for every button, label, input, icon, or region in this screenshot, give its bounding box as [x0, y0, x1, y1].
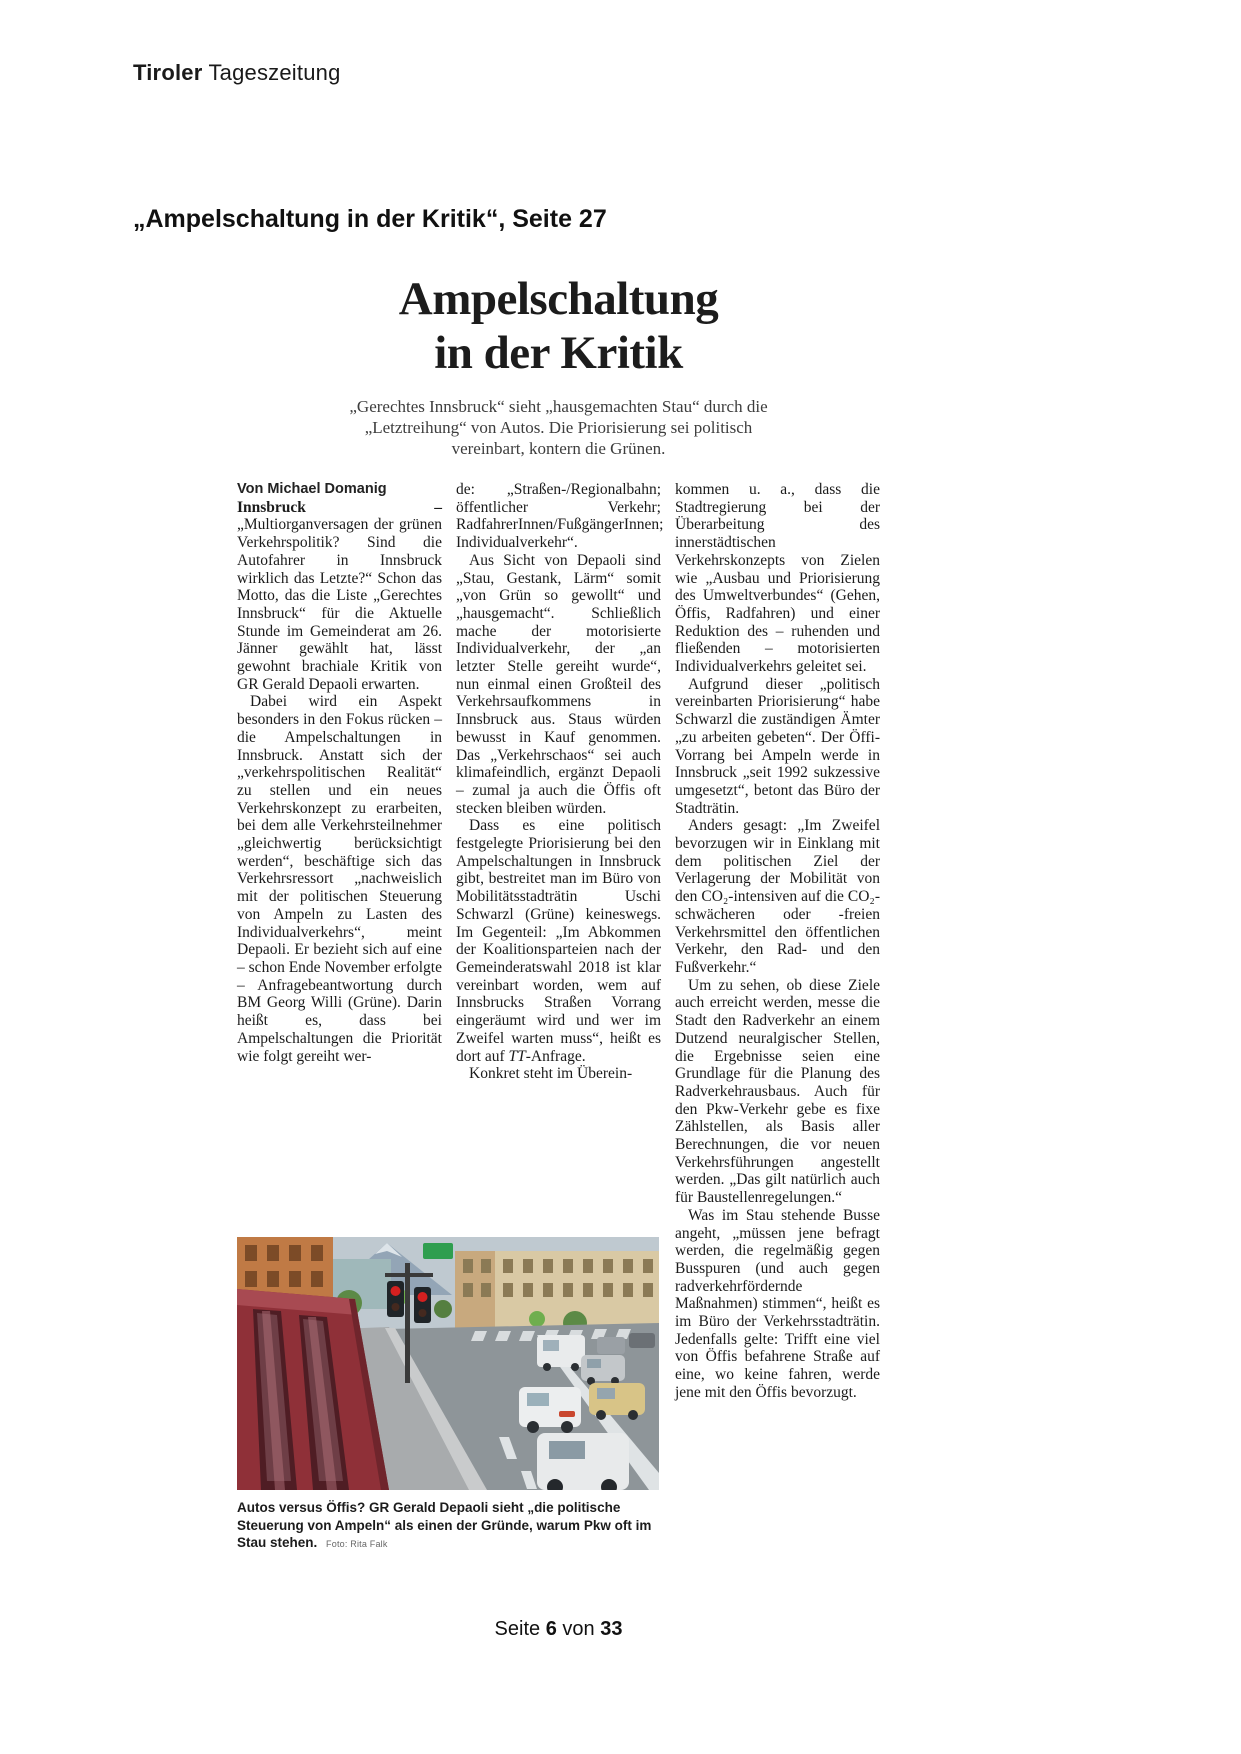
article-paragraph: de: „Straßen-/Regionalbahn; öffentlicher Verkehr; RadfahrerInnen/FußgängerInnen; Individualverkehr“. — [456, 481, 664, 552]
article-paragraph: Dabei wird ein Aspekt besonders in den Fokus rücken – die Ampelschaltungen in Innsbruck. Anstatt sich der „verkehrspolitischen Realität“ zu stellen und ein neues Verkehrskonzept zu erarbeiten, bei dem alle Verkehrsteilnehmer „gleichwertig berücksichtigt werden“, beschäftige sich das Verkehrsressort „nachweislich mit der politischen Steuerung von Ampeln zu Lasten des Individualverkehrs“, meint Depaoli. Er bezieht sich auf eine – schon Ende November erfolgte – Anfragebeantwortung durch BM Georg Willi (Grüne). Darin heißt es, dass bei Ampelschaltungen die Priorität wie folgt gereiht wer- — [237, 693, 442, 1065]
article-paragraph: kommen u. a., dass die Stadtregierung bei der Überarbeitung des innerstädtischen Verkehrskonzepts von Zielen wie „Ausbau und Priorisierung des Umweltverbundes“ (Gehen, Öffis, Radfahren) und einer Reduktion des – ruhenden und fließenden – motorisierten Individualverkehrs geleitet sei. — [675, 481, 880, 676]
article-paragraph: Aufgrund dieser „politisch vereinbarten Priorisierung“ habe Schwarzl die zuständigen Ämter „zu arbeiten gebeten“. Der Öffi-Vorrang bei Ampeln werde in Innsbruck „seit 1992 sukzessive umgesetzt“, betont das Büro der Stadträtin. — [675, 675, 880, 817]
page-number-total: 33 — [600, 1618, 623, 1640]
page-number-of: von — [562, 1618, 595, 1640]
car-white-front — [519, 1387, 581, 1433]
article-paragraph — [237, 499, 442, 694]
masthead-brand-rest: Tageszeitung — [208, 60, 341, 85]
van-white — [537, 1335, 585, 1371]
photo-caption — [237, 1499, 663, 1554]
page-number — [237, 1618, 880, 1641]
page-number-label: Seite — [494, 1618, 541, 1640]
article-paragraph: Konkret steht im Überein- — [469, 1065, 633, 1083]
article — [237, 272, 880, 1402]
byline: Von Michael Domanig — [237, 481, 387, 497]
article-paragraph: Anders gesagt: „Im Zweifel bevorzugen wir in Einklang mit dem politischen Ziel der Verlagerung der Mobilität von den CO₂-intensiven auf die CO₂-schwächeren oder -freien Verkehrsmittel den öffentlichen Verkehr, den Rad- und den Fußverkehr.“ — [675, 817, 880, 976]
car-white-big — [537, 1433, 629, 1490]
car-silver — [581, 1355, 625, 1385]
paragraph-text: -Anfrage. — [525, 1047, 586, 1065]
article-paragraph: Was im Stau stehende Busse angeht, „müssen jene befragt werden, die regelmäßig gegen Busspuren (und auch gegen radverkehrfördernde Maßnahmen) stimmen“, heißt es im Büro der Verkehrsstadträtin. Jedenfalls gelte: Trifft eine viel von Öffis befahrene Straße auf eine, wo keine fahren, werde jene mit den Öffis bevorzugt. — [675, 1206, 880, 1401]
teaser-line: „Ampelschaltung in der Kritik“, Seite 27 — [133, 205, 607, 233]
article-paragraph: Um zu sehen, ob diese Ziele auch erreicht werden, messe die Stadt den Radverkehr an einem Dutzend neuralgischer Stellen, die Ergebnisse seien eine Grundlage für die Planung des Radverkehrausbaus. Auch für den Pkw-Verkehr gebe es fixe Zählstellen, als Basis aller Berechnungen, die vor neuen Verkehrsführungen angestellt werden. „Das gilt natürlich auch für Baustellenregelungen.“ — [675, 976, 880, 1207]
masthead — [133, 60, 341, 86]
article-headline — [237, 272, 880, 380]
tt-abbreviation: TT — [508, 1047, 526, 1065]
paragraph-text: „Multiorganversagen der grünen Verkehrspolitik? Sind die Autofahrer in Innsbruck wirklich das Letzte?“ Schon das Motto, das die Liste „Gerechtes Innsbruck“ für die Aktuelle Stunde im Gemeinderat am 26. Jänner gewählt hat, lässt gewohnt brachiale Kritik von GR Gerald Depaoli erwarten. — [237, 516, 442, 693]
photo-credit: Foto: Rita Falk — [326, 1539, 388, 1549]
dateline-lead: Innsbruck – — [237, 498, 442, 516]
headline-line-1: Ampelschaltung — [398, 273, 719, 325]
street-photo-illustration — [237, 1237, 659, 1490]
column-3 — [675, 481, 880, 1402]
masthead-brand-bold: Tiroler — [133, 60, 203, 85]
paragraph-text: Dass es eine politisch festgelegte Priorisierung bei den Ampelschaltungen in Innsbruck gibt, bestreitet man im Büro von Mobilitätsstadträtin Uschi Schwarzl (Grüne) keineswegs. Im Gegenteil: „Im Abkommen der Koalitionsparteien nach der Gemeinderatswahl 2018 ist klar vereinbart worden, wem auf Innsbrucks Straßen Vorrang eingeräumt wird und wer im Zweifel warten muss“, heißt es dort auf — [456, 817, 661, 1065]
standfirst: „Gerechtes Innsbruck“ sieht „hausgemachten Stau“ durch die „Letztreihung“ von Autos. Die Priorisierung sei politisch vereinbart, kontern die Grünen. — [349, 397, 768, 458]
article-paragraph: Aus Sicht von Depaoli sind „Stau, Gestank, Lärm“ somit „von Grün so gewollt“ und „hausgemacht“. Schließlich mache der motorisierte Individualverkehr, der „an letzter Stelle gereiht wurde“, nun einmal einen Großteil des Verkehrsaufkommens in Innsbruck aus. Staus würden bewusst in Kauf genommen. Das „Verkehrschaos“ sei auch klimafeindlich, ergänzt Depaoli – zumal ja auch die Öffis oft stecken bleiben würden. — [456, 551, 661, 817]
article-photo — [237, 1237, 659, 1490]
headline-line-2: in der Kritik — [434, 327, 683, 379]
car-beige — [589, 1383, 645, 1420]
photo-caption-text: Autos versus Öffis? GR Gerald Depaoli sieht „die politische Steuerung von Ampeln“ als einen der Gründe, warum Pkw oft im Stau stehen. — [237, 1500, 652, 1550]
page-number-current: 6 — [545, 1618, 557, 1640]
article-paragraph — [456, 817, 661, 1065]
